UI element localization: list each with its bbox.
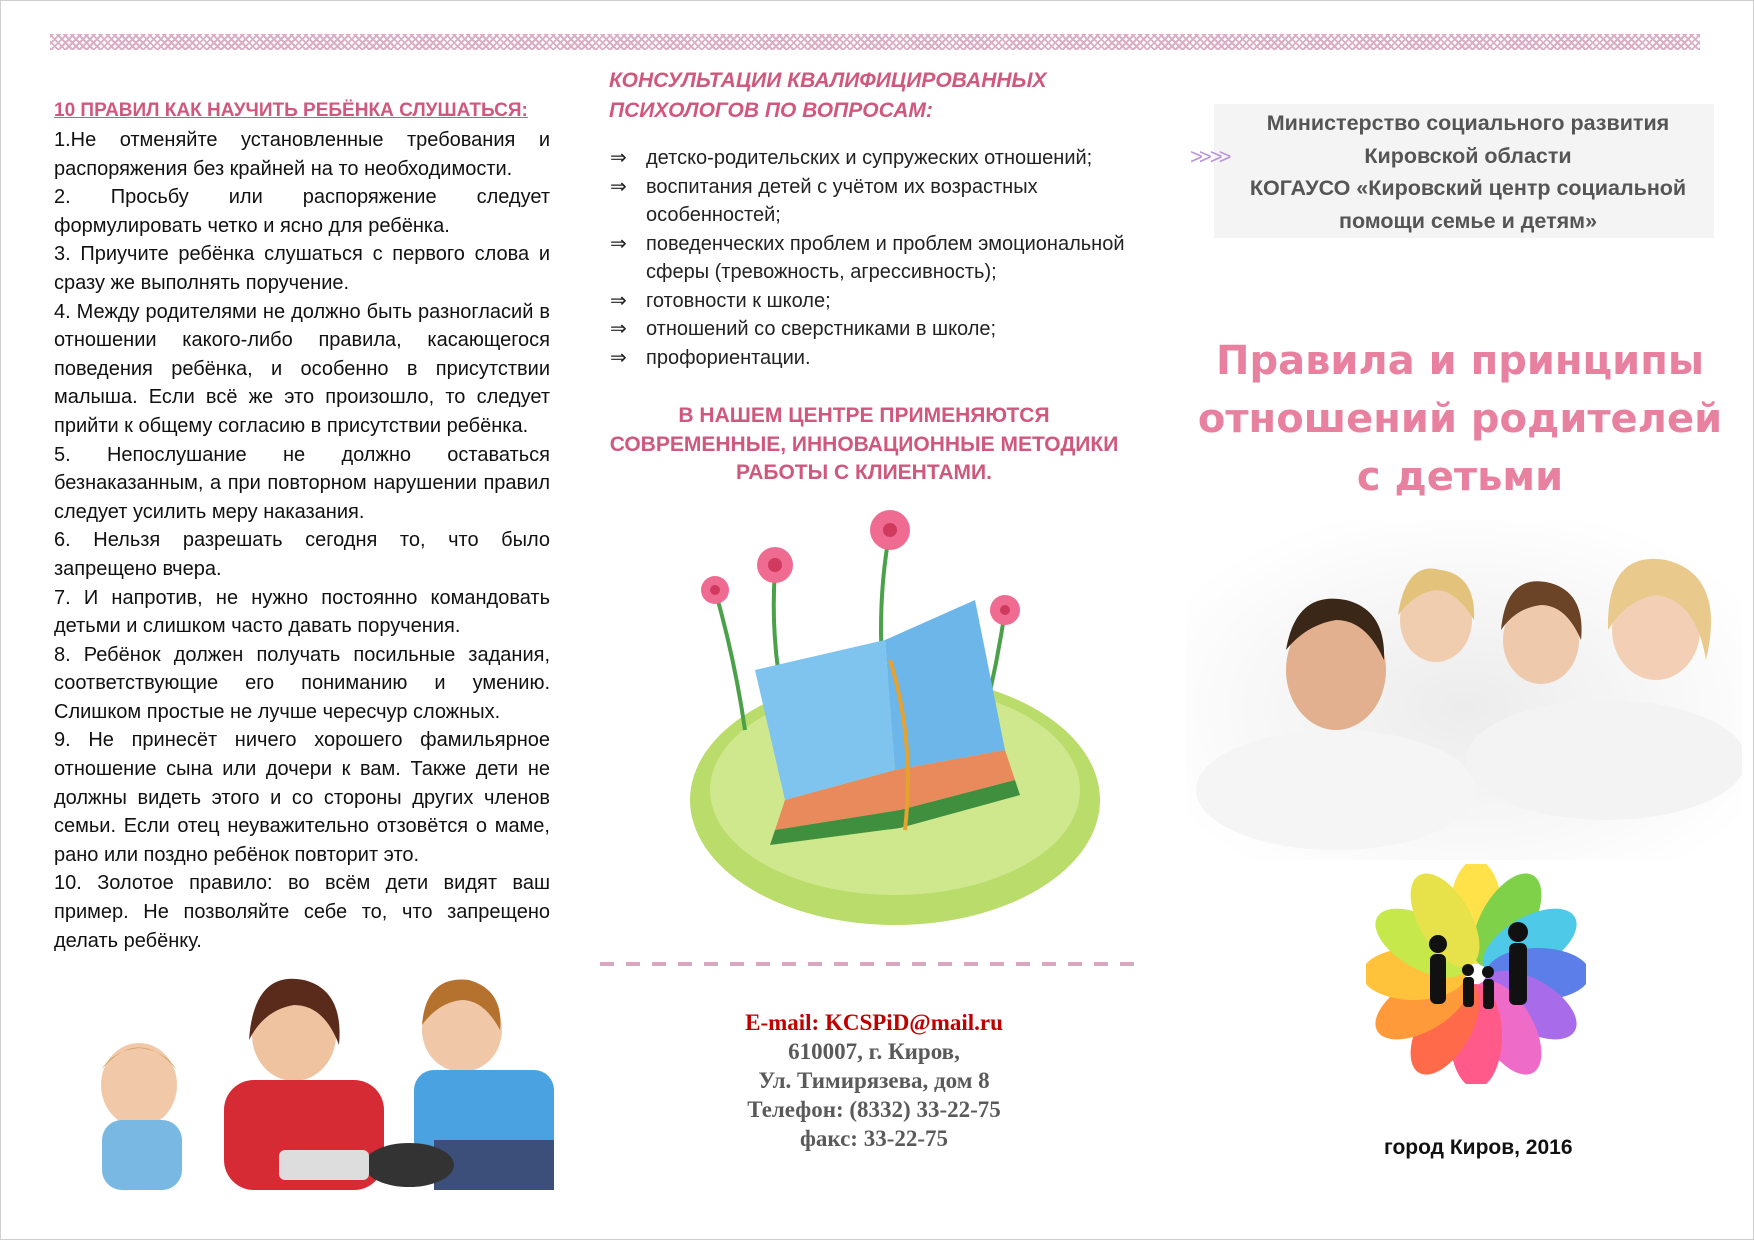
email-text: E-mail: KCSPiD@mail.ru	[745, 1010, 1003, 1035]
title-line: Правила и принципы	[1215, 338, 1705, 384]
chevron-double-icon: >> >>	[1190, 144, 1228, 169]
consult-item-text: профориентации.	[646, 346, 811, 369]
consult-item	[604, 144, 1144, 173]
consult-item	[604, 230, 1144, 287]
consult-item	[604, 315, 1144, 344]
consult-item-text: отношений со сверстниками в школе;	[646, 318, 997, 340]
rule-item: 3. Приучите ребёнка слушаться с первого слова и сразу же выполнять поручение.	[54, 243, 550, 294]
consult-item-text: детско-родительских и супружеских отношений;	[646, 147, 1093, 169]
rule-item: 1.Не отменяйте установленные требования и распоряжения без крайней на то необходимости.	[54, 129, 550, 180]
center-methods-text: В НАШЕМ ЦЕНТРЕ ПРИМЕНЯЮТСЯ СОВРЕМЕННЫЕ, ИННОВАЦИОННЫЕ МЕТОДИКИ РАБОТЫ С КЛИЕНТАМИ.	[609, 404, 1119, 484]
org-line: Кировской области	[1364, 143, 1572, 168]
rule-item: 10. Золотое правило: во всём дети видят ваш пример. Не позволяйте себе то, что запрещено делать ребёнку.	[54, 872, 550, 952]
arrow-icon: ⇒	[610, 147, 627, 169]
arrow-icon: ⇒	[610, 289, 627, 312]
rules-title: 10 ПРАВИЛ КАК НАУЧИТЬ РЕБЁНКА СЛУШАТЬСЯ:	[54, 100, 528, 121]
decorative-top-border	[50, 34, 1700, 50]
consult-title: КОНСУЛЬТАЦИИ КВАЛИФИЦИРОВАННЫХ ПСИХОЛОГОВ ПО ВОПРОСАМ:	[609, 69, 1047, 122]
arrow-icon: ⇒	[610, 346, 627, 369]
organization-name	[1228, 107, 1708, 237]
consult-item-text: готовности к школе;	[646, 289, 831, 312]
rule-item: 4. Между родителями не должно быть разногласий в отношении какого-либо правила, касающегося поведения ребёнка, и особенно в присутствии малыша. Если всё же это произошло, то следует прийти к общему согласию в присутствии ребёнка.	[54, 300, 550, 437]
contacts-block	[600, 1008, 1148, 1153]
family-photo	[1186, 520, 1742, 860]
phone-text: Телефон: (8332) 33-22-75	[747, 1097, 1001, 1122]
rules-section	[54, 100, 550, 955]
address-line-2: Ул. Тимирязева, дом 8	[758, 1068, 990, 1093]
mother-and-children-photo	[54, 970, 554, 1190]
book-and-flowers-illustration	[675, 510, 1115, 930]
consult-item	[604, 287, 1144, 316]
consult-item-text: поведенческих проблем и проблем эмоциональной сферы (тревожность, агрессивность);	[646, 232, 1125, 283]
arrow-icon: ⇒	[610, 175, 627, 198]
address-line-1: 610007, г. Киров,	[788, 1039, 960, 1064]
footer-city-year: город Киров, 2016	[1384, 1136, 1573, 1159]
org-line: КОГАУСО «Кировский центр социальной	[1249, 176, 1687, 200]
org-line: Министерство социального развития	[1266, 111, 1670, 135]
consultation-section	[604, 66, 1144, 488]
org-line: помощи семье и детям»	[1338, 208, 1598, 233]
arrow-icon: ⇒	[610, 232, 627, 255]
brochure-title	[1180, 332, 1740, 506]
rule-item: 2. Просьбу или распоряжение следует формулировать четко и ясно для ребёнка.	[54, 186, 550, 237]
rule-item: 6. Нельзя разрешать сегодня то, что было запрещено вчера.	[54, 529, 550, 580]
rule-item: 9. Не принесёт ничего хорошего фамильярное отношение сына или дочери к вам. Также дети не должны видеть этого и со стороны других членов семьи. Если отец неуважительно отзовётся о маме, рано или поздно ребёнок повторит это.	[54, 729, 550, 866]
fax-text: факс: 33-22-75	[799, 1126, 949, 1151]
title-line: с детьми	[1356, 454, 1564, 500]
title-line: отношений родителей	[1197, 396, 1723, 442]
dashed-divider	[600, 962, 1140, 966]
rule-item: 5. Непослушание не должно оставаться безнаказанным, а при повторном нарушении правил следует усилить меру наказания.	[54, 443, 550, 523]
consult-item	[604, 173, 1144, 230]
rules-list	[54, 126, 550, 955]
rule-item: 8. Ребёнок должен получать посильные задания, соответствующие его пониманию и умению. Слишком простые не лучше чересчур сложных.	[54, 643, 550, 723]
arrow-icon: ⇒	[610, 318, 627, 340]
consult-list	[604, 144, 1144, 372]
rule-item: 7. И напротив, не нужно постоянно командовать детьми и слишком часто давать поручения.	[54, 586, 550, 638]
flower-family-logo	[1366, 864, 1586, 1084]
consult-item-text: воспитания детей с учётом их возрастных особенностей;	[646, 175, 1038, 226]
consult-item	[604, 344, 1144, 373]
